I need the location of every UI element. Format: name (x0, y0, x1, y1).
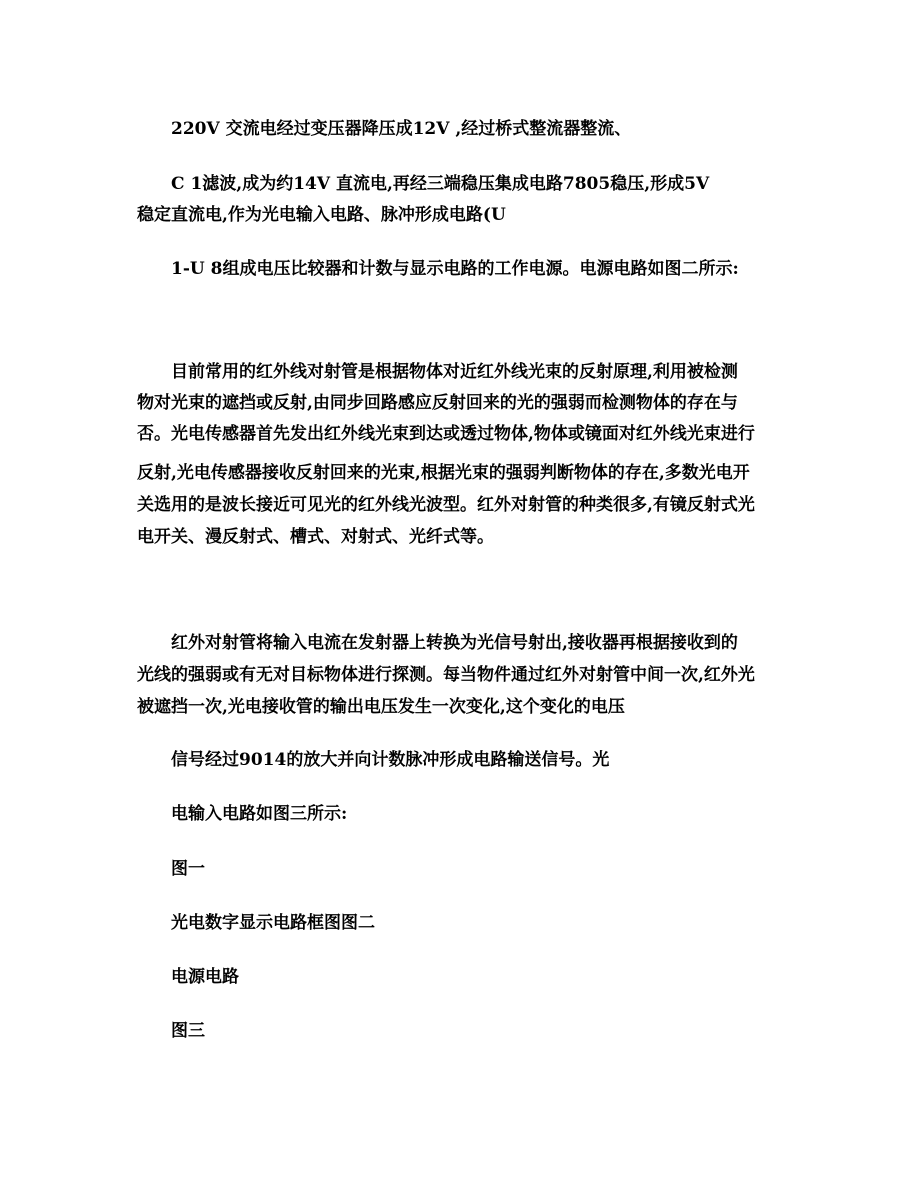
paragraph-1-line-3: 稳定直流电,作为光电输入电路、脉冲形成电路(U (137, 205, 506, 225)
paragraph-2-line-6: 电开关、漫反射式、槽式、对射式、光纤式等。 (137, 527, 494, 547)
paragraph-1-line-4: 1-U 8组成电压比较器和计数与显示电路的工作电源。电源电路如图二所示: (171, 259, 739, 279)
paragraph-3-line-5: 电输入电路如图三所示: (171, 804, 348, 824)
paragraph-1-line-1: 220V 交流电经过变压器降压成12V ,经过桥式整流器整流、 (171, 119, 632, 139)
paragraph-2-line-1: 目前常用的红外线对射管是根据物体对近红外线光束的反射原理,利用被检测 (171, 362, 738, 382)
caption-figure-2: 光电数字显示电路框图图二 (171, 913, 375, 933)
paragraph-3-line-2: 光线的强弱或有无对目标物体进行探测。每当物件通过红外对射管中间一次,红外光 (137, 665, 755, 685)
paragraph-2-line-3: 否。光电传感器首先发出红外线光束到达或透过物体,物体或镜面对红外线光束进行 (137, 424, 755, 444)
caption-figure-1: 图一 (171, 859, 205, 879)
paragraph-1-line-2: C 1滤波,成为约14V 直流电,再经三端稳压集成电路7805稳压,形成5V (171, 174, 710, 194)
paragraph-3-line-1: 红外对射管将输入电流在发射器上转换为光信号射出,接收器再根据接收到的 (171, 633, 738, 653)
caption-power-circuit: 电源电路 (171, 967, 239, 987)
paragraph-3-line-4: 信号经过9014的放大并向计数脉冲形成电路输送信号。光 (171, 750, 610, 770)
caption-figure-3: 图三 (171, 1021, 205, 1041)
paragraph-2-line-5: 关选用的是波长接近可见光的红外线光波型。红外对射管的种类很多,有镜反射式光 (137, 495, 755, 515)
paragraph-3-line-3: 被遮挡一次,光电接收管的输出电压发生一次变化,这个变化的电压 (137, 697, 625, 717)
paragraph-2-line-2: 物对光束的遮挡或反射,由同步回路感应反射回来的光的强弱而检测物体的存在与 (137, 393, 738, 413)
paragraph-2-line-4: 反射,光电传感器接收反射回来的光束,根据光束的强弱判断物体的存在,多数光电开 (137, 463, 750, 483)
